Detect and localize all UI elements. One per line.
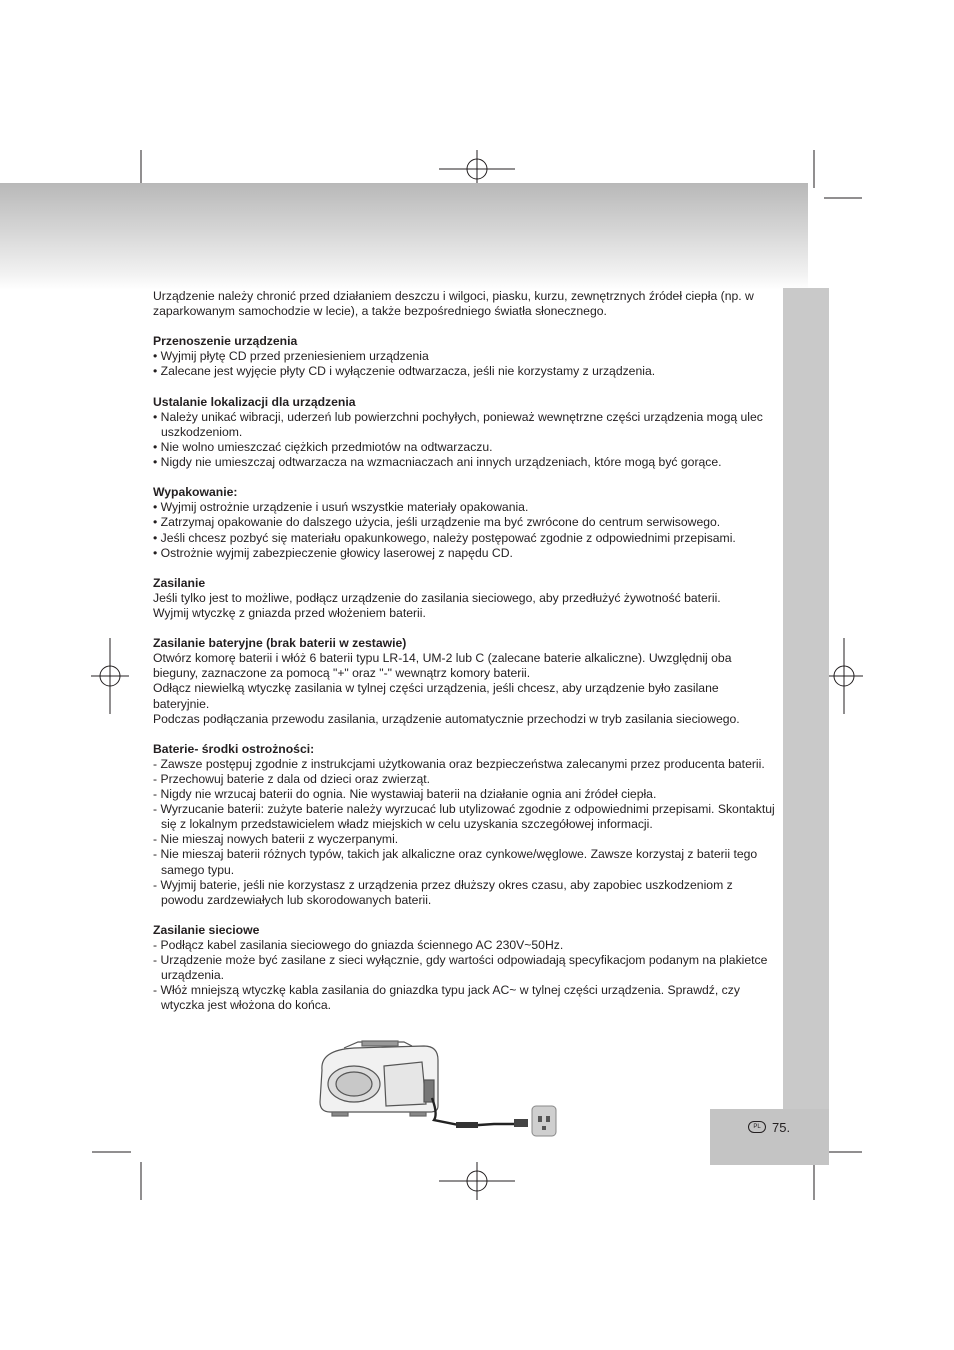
section-title-battery-safety: Baterie- środki ostrożności: [153,741,315,756]
list-item: - Podłącz kabel zasilania sieciowego do gniazda ściennego AC 230V~50Hz. [153,938,564,953]
boombox-power-cable-illustration [314,1040,564,1140]
list-item: - Włóż mniejszą wtyczkę kabla zasilania do gniazdka typu jack AC~ w tylnej części urządzenia. Sprawdź, czy wtyczka jest włożona do końca. [153,983,740,1013]
section-title-location: Ustalanie lokalizacji dla urządzenia [153,394,356,409]
list-item: - Zawsze postępuj zgodnie z instrukcjami użytkowania oraz bezpieczeństwa zalecanymi przez producenta baterii. [153,756,765,771]
section-title-moving: Przenoszenie urządzenia [153,334,298,349]
document-body [153,289,775,1014]
list-moving [153,349,775,379]
list-item: • Nie wolno umieszczać ciężkich przedmiotów na odtwarzaczu. [153,439,493,454]
language-badge: PL [748,1121,766,1133]
paragraph: Jeśli tylko jest to możliwe, podłącz urządzenie do zasilania sieciowego, aby przedłużyć żywotność baterii. [153,590,721,605]
paragraph: Otwórz komorę baterii i włóż 6 baterii typu LR-14, UM-2 lub C (zalecane baterie alkaliczne). Uwzględnij oba bieguny, zaznaczone za pomocą "+" oraz "-" wewnątrz komory baterii. [153,651,732,681]
list-item: • Zalecane jest wyjęcie płyty CD i wyłączenie odtwarzacza, jeśli nie korzystamy z urządzenia. [153,364,656,379]
list-item: - Nie mieszaj nowych baterii z wyczerpanymi. [153,832,399,847]
list-mains-power [153,938,775,1013]
list-item: - Wyrzucanie baterii: zużyte baterie należy wyrzucać lub utylizować zgodnie z odpowiednimi przepisami. Skontaktuj się z lokalnym przedstawicielem władz miejskich w celu uzyskania szczegółowej informacji. [153,802,775,832]
paragraph: Podczas podłączania przewodu zasilania, urządzenie automatycznie przechodzi w tryb zasilania sieciowego. [153,711,740,726]
list-item: - Nie mieszaj baterii różnych typów, takich jak alkaliczne oraz cynkowe/węglowe. Zawsze korzystaj z baterii tego samego typu. [153,847,758,877]
list-item: - Nigdy nie wrzucaj baterii do ognia. Nie wystawiaj baterii na działanie ognia ani źródeł ciepła. [153,787,657,802]
paragraph: Wyjmij wtyczkę z gniazda przed włożeniem baterii. [153,605,426,620]
section-title-battery-power: Zasilanie bateryjne (brak baterii w zestawie) [153,636,407,651]
paragraph: Odłącz niewielką wtyczkę zasilania w tylnej części urządzenia, jeśli chcesz, aby urządzenie było zasilane bateryjnie. [153,681,719,711]
list-item: - Urządzenie może być zasilane z sieci wyłącznie, gdy wartości odpowiadają specyfikacjom podanym na plakietce urządzenia. [153,953,768,983]
page-number-text: 75. [772,1119,791,1135]
list-location [153,410,775,470]
header-band [0,183,808,290]
list-item: • Jeśli chcesz pozbyć się materiału opakunkowego, należy postępować zgodnie z odpowiednimi przepisami. [153,530,736,545]
section-title-unpacking: Wypakowanie: [153,485,238,500]
list-item: • Zatrzymaj opakowanie do dalszego użycia, jeśli urządzenie ma być zwrócone do centrum serwisowego. [153,515,721,530]
intro-paragraph: Urządzenie należy chronić przed działaniem deszczu i wilgoci, piasku, kurzu, zewnętrznych źródeł ciepła (np. w zaparkowanym samochodzie w lecie), a także bezpośredniego światła słonecznego. [153,289,754,319]
list-item: • Wyjmij płytę CD przed przeniesieniem urządzenia [153,349,429,364]
list-item: • Wyjmij ostrożnie urządzenie i usuń wszystkie materiały opakowania. [153,500,529,515]
side-tab [783,288,829,1110]
list-item: - Wyjmij baterie, jeśli nie korzystasz z urządzenia przez dłuższy okres czasu, aby zapobiec uszkodzeniom z powodu zardzewiałych lub skorodowanych baterii. [153,877,733,907]
section-title-power: Zasilanie [153,575,206,590]
list-item: • Należy unikać wibracji, uderzeń lub powierzchni pochyłych, ponieważ wewnętrzne części urządzenia mogą ulec uszkodzeniom. [153,409,763,439]
page-number [748,1118,790,1136]
list-battery-safety [153,757,775,908]
list-item: - Przechowuj baterie z dala od dzieci oraz zwierząt. [153,772,431,786]
list-unpacking [153,500,775,560]
section-title-mains-power: Zasilanie sieciowe [153,922,260,937]
list-item: • Nigdy nie umieszczaj odtwarzacza na wzmacniaczach ani innych urządzeniach, które mogą być gorące. [153,455,722,470]
list-item: • Ostrożnie wyjmij zabezpieczenie głowicy laserowej z napędu CD. [153,545,513,560]
